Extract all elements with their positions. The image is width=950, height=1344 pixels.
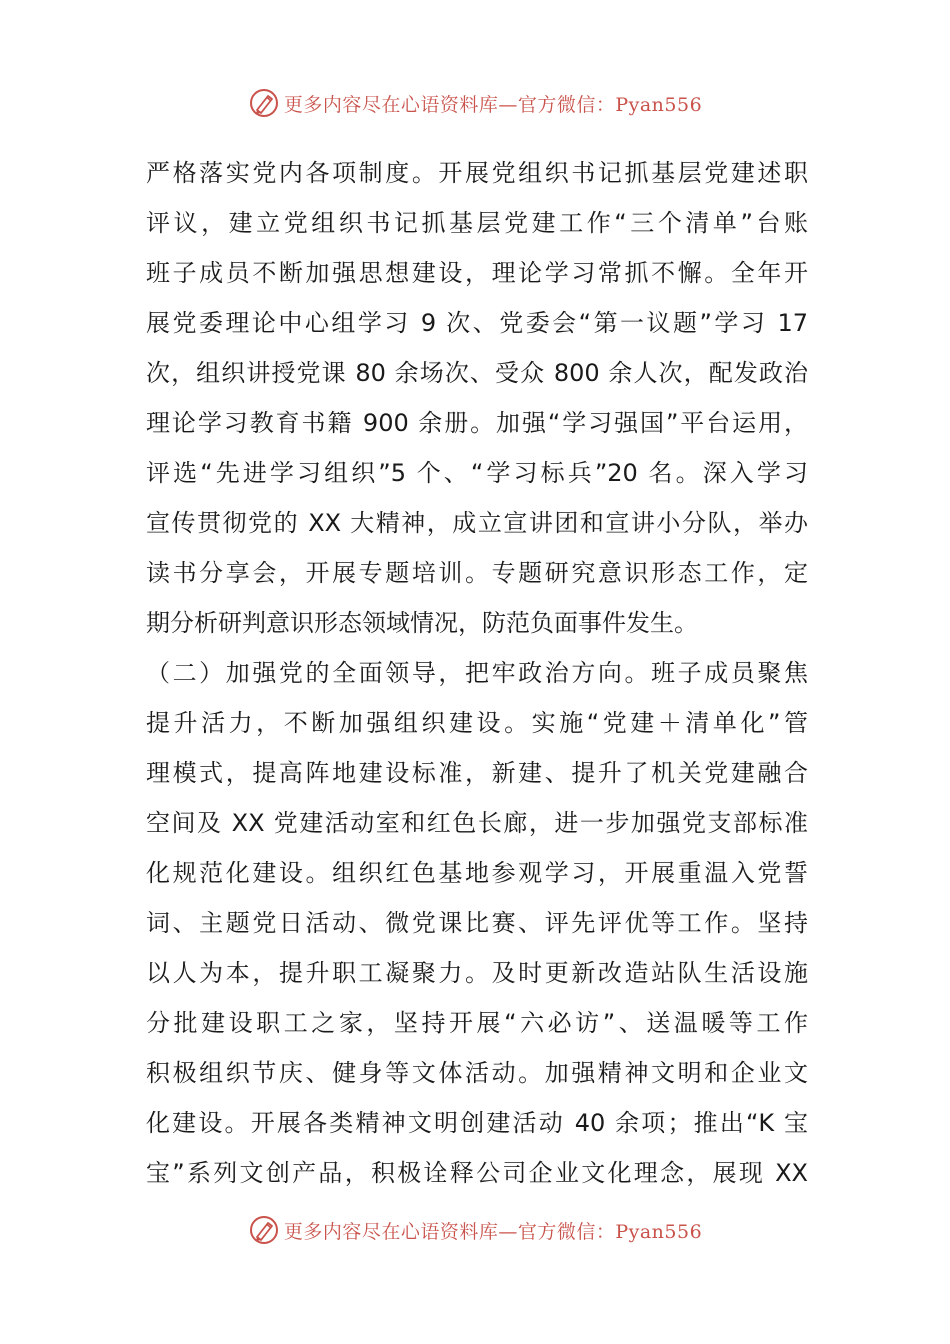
text-line: 词、主题党日活动、微党课比赛、评先评优等工作。坚持: [146, 909, 808, 937]
text-line: 以人为本，提升职工凝聚力。及时更新改造站队生活设施: [146, 959, 808, 987]
section-heading-line: （二）加强党的全面领导，把牢政治方向。班子成员聚焦: [146, 659, 808, 687]
text-line: 化规范化建设。组织红色基地参观学习，开展重温入党誓: [146, 859, 808, 887]
header-watermark-text: 更多内容尽在心语资料库—官方微信：Pyan556: [283, 93, 703, 116]
text-line: 宝”系列文创产品，积极诠释公司企业文化理念，展现 XX: [146, 1159, 808, 1187]
text-line: 积极组织节庆、健身等文体活动。加强精神文明和企业文: [146, 1059, 808, 1087]
text-line: 次，组织讲授党课 80 余场次、受众 800 余人次，配发政治: [146, 359, 808, 387]
text-line: 化建设。开展各类精神文明创建活动 40 余项；推出“K 宝: [146, 1109, 808, 1137]
text-line: 期分析研判意识形态领域情况，防范负面事件发生。: [146, 609, 698, 637]
text-line: 读书分享会，开展专题培训。专题研究意识形态工作，定: [146, 559, 808, 587]
header-watermark: [0, 83, 950, 123]
text-line: 严格落实党内各项制度。开展党组织书记抓基层党建述职: [146, 159, 808, 187]
text-line: 展党委理论中心组学习 9 次、党委会“第一议题”学习 17: [146, 309, 808, 337]
footer-watermark-text: 更多内容尽在心语资料库—官方微信：Pyan556: [283, 1220, 703, 1243]
text-line: 评选“先进学习组织”5 个、“学习标兵”20 名。深入学习: [146, 459, 808, 487]
footer-watermark: [0, 1210, 950, 1250]
text-line: 分批建设职工之家，坚持开展“六必访”、送温暖等工作: [146, 1009, 808, 1037]
text-line: 理论学习教育书籍 900 余册。加强“学习强国”平台运用，: [146, 409, 808, 437]
text-line: 班子成员不断加强思想建设，理论学习常抓不懈。全年开: [146, 259, 808, 287]
document-body: [146, 148, 808, 1198]
pen-nib-logo-icon: [248, 1214, 280, 1246]
pen-nib-logo-icon: [248, 87, 280, 119]
text-line: 理模式，提高阵地建设标准，新建、提升了机关党建融合: [146, 759, 808, 787]
text-line: 提升活力，不断加强组织建设。实施“党建＋清单化”管: [146, 709, 808, 737]
text-line: 空间及 XX 党建活动室和红色长廊，进一步加强党支部标准: [146, 809, 808, 837]
text-line: 评议，建立党组织书记抓基层党建工作“三个清单”台账: [146, 209, 808, 237]
text-line: 宣传贯彻党的 XX 大精神，成立宣讲团和宣讲小分队，举办: [146, 509, 808, 537]
